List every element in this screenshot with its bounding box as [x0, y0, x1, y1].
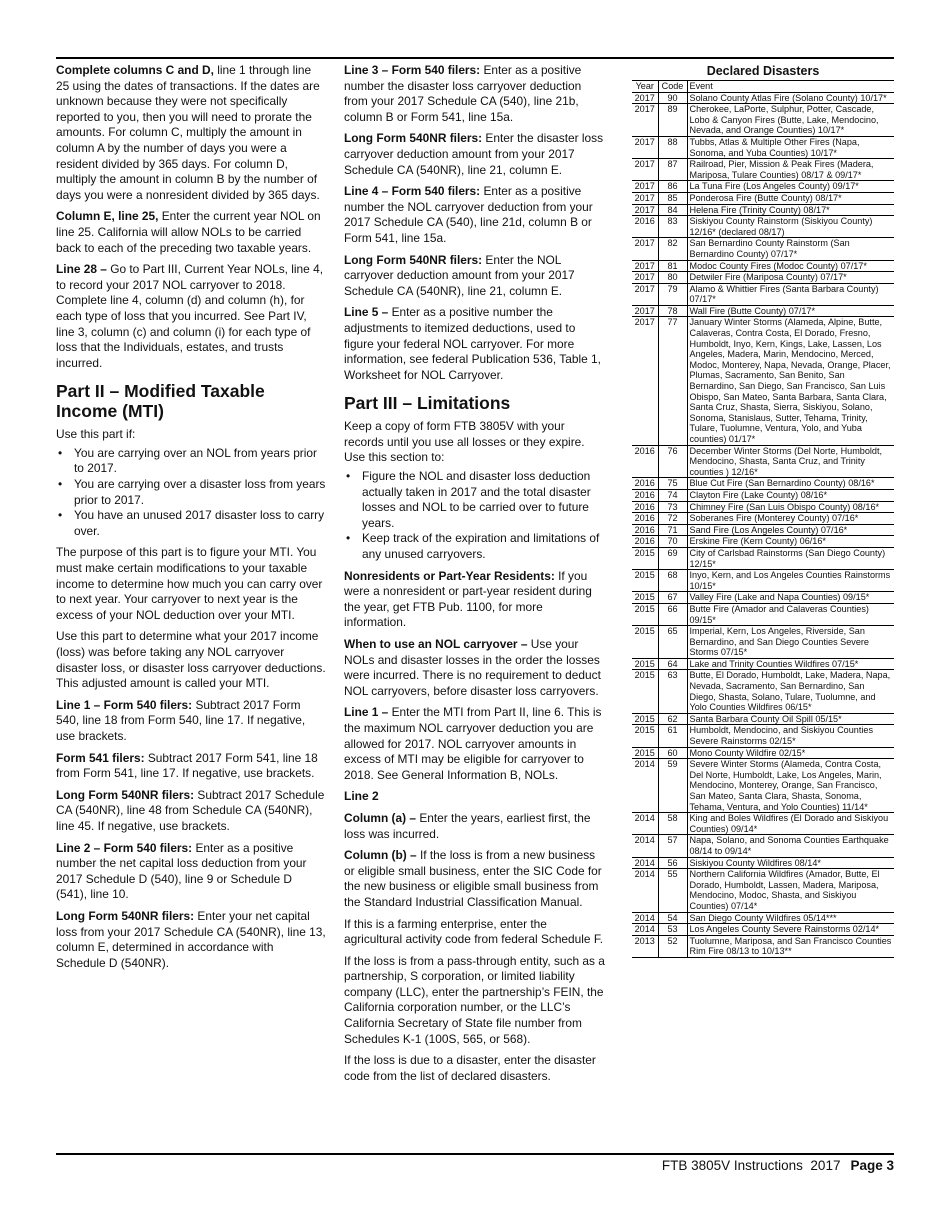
cell-code: 89	[658, 104, 687, 137]
cell-year: 2015	[632, 592, 658, 604]
cell-year: 2014	[632, 759, 658, 813]
table-row	[632, 935, 894, 957]
cell-year: 2017	[632, 104, 658, 137]
cell-event: San Diego County Wildfires 05/14***	[687, 912, 894, 924]
cell-code: 90	[658, 92, 687, 104]
cell-code: 67	[658, 592, 687, 604]
cell-event: San Bernardino County Rainstorm (San Bernardino County) 07/17*	[687, 238, 894, 260]
cell-event: December Winter Storms (Del Norte, Humboldt, Mendocino, Shasta, Santa Cruz, and Trinity counties ) 12/16*	[687, 445, 894, 478]
list-item: • You are carrying over a disaster loss from years prior to 2017.	[56, 477, 326, 508]
cell-code: 81	[658, 260, 687, 272]
paragraph-540nr-line2: Long Form 540NR filers: Enter your net capital loss from your 2017 Schedule CA (540NR), line 13, column E, determined in accordance with Schedule D (540NR).	[56, 908, 326, 970]
cell-year: 2015	[632, 747, 658, 759]
cell-code: 88	[658, 136, 687, 158]
cell-year: 2017	[632, 181, 658, 193]
cell-event: Santa Barbara County Oil Spill 05/15*	[687, 713, 894, 725]
cell-year: 2017	[632, 159, 658, 181]
paragraph-column-b: Column (b) – If the loss is from a new business or eligible small business, enter the SIC Code for the new business or eligible small business from the Standard Industrial Classification Manual.	[344, 848, 602, 909]
cell-event: Chimney Fire (San Luis Obispo County) 08/16*	[687, 501, 894, 513]
cell-year: 2014	[632, 857, 658, 869]
cell-event: Mono County Wildfire 02/15*	[687, 747, 894, 759]
cell-year: 2014	[632, 924, 658, 936]
cell-year: 2014	[632, 835, 658, 857]
top-rule	[56, 57, 894, 59]
table-row	[632, 501, 894, 513]
cell-year: 2015	[632, 626, 658, 659]
cell-year: 2017	[632, 283, 658, 305]
cell-code: 75	[658, 478, 687, 490]
table-row	[632, 759, 894, 813]
cell-event: Wall Fire (Butte County) 07/17*	[687, 305, 894, 317]
cell-year: 2016	[632, 536, 658, 548]
cell-code: 78	[658, 305, 687, 317]
cell-code: 72	[658, 513, 687, 525]
paragraph-part3-line-1: Line 1 – Enter the MTI from Part II, line 6. This is the maximum NOL carryover deduction you are allowed for 2017. NOL carryover amounts in excess of MTI may be eligible for carryover to 2018. See General Information B, NOLs.	[344, 705, 602, 782]
table-row	[632, 317, 894, 445]
table-row	[632, 524, 894, 536]
cell-year: 2017	[632, 238, 658, 260]
table-row	[632, 305, 894, 317]
cell-event: Los Angeles County Severe Rainstorms 02/14*	[687, 924, 894, 936]
cell-year: 2017	[632, 92, 658, 104]
header-code: Code	[658, 81, 687, 93]
table-row	[632, 924, 894, 936]
part2-heading: Part II – Modified Taxable Income (MTI)	[56, 381, 265, 422]
cell-event: Inyo, Kern, and Los Angeles Counties Rainstorms 10/15*	[687, 570, 894, 592]
cell-year: 2015	[632, 725, 658, 747]
cell-year: 2017	[632, 305, 658, 317]
cell-event: Cherokee, LaPorte, Sulphur, Potter, Cascade, Lobo & Canyon Fires (Butte, Lake, Mendocino, Nevada, and Orange Counties) 10/17*	[687, 104, 894, 137]
left-column	[56, 63, 326, 977]
cell-year: 2015	[632, 547, 658, 569]
paragraph-line-4-540: Line 4 – Form 540 filers: Enter as a positive number the NOL carryover deduction from your 2017 Schedule CA (540), line 21d, column B or Form 541, line 15a.	[344, 184, 593, 245]
table-row	[632, 136, 894, 158]
table-row	[632, 192, 894, 204]
cell-event: Napa, Solano, and Sonoma Counties Earthquake 08/14 to 09/14*	[687, 835, 894, 857]
cell-event: Soberanes Fire (Monterey County) 07/16*	[687, 513, 894, 525]
table-row	[632, 713, 894, 725]
declared-disasters-panel	[632, 64, 894, 958]
declared-disasters-body	[632, 92, 894, 957]
list-item: • You are carrying over an NOL from years prior to 2017.	[56, 446, 326, 477]
cell-event: Tubbs, Atlas & Multiple Other Fires (Napa, Sonoma, and Yuba Counties) 10/17*	[687, 136, 894, 158]
table-header-row	[632, 81, 894, 93]
cell-code: 73	[658, 501, 687, 513]
table-row	[632, 592, 894, 604]
cell-event: Lake and Trinity Counties Wildfires 07/15*	[687, 658, 894, 670]
table-row	[632, 813, 894, 835]
cell-code: 77	[658, 317, 687, 445]
paragraph-540nr-line1: Long Form 540NR filers: Subtract 2017 Schedule CA (540NR), line 48 from Schedule CA (540NR), line 45. If negative, use brackets.	[56, 787, 325, 833]
cell-year: 2015	[632, 658, 658, 670]
table-row	[632, 658, 894, 670]
header-event: Event	[687, 81, 894, 93]
paragraph-use-part: Use this part to determine what your 2017 income (loss) was before taking any NOL carryover disaster loss, or disaster loss carryover deductions. This adjusted amount is called your MTI.	[56, 629, 326, 691]
cell-year: 2017	[632, 272, 658, 284]
paragraph-nonresidents: Nonresidents or Part-Year Residents: If you were a nonresident or part-year resident during the year, get FTB Pub. 1100, for more information.	[344, 568, 592, 630]
cell-event: Severe Winter Storms (Alameda, Contra Costa, Del Norte, Humboldt, Lake, Los Angeles, Marin, Mendocino, Monterey, Orange, San Francisco, San Mateo, Santa Clara, Shasta, Sonoma, Tehama, Ventura, and Yolo Counties) 11/14*	[687, 759, 894, 813]
cell-code: 80	[658, 272, 687, 284]
part2-bullet-list	[56, 446, 326, 540]
table-row	[632, 238, 894, 260]
table-row	[632, 570, 894, 592]
cell-event: January Winter Storms (Alameda, Alpine, Butte, Calaveras, Contra Costa, El Dorado, Fresno, Humboldt, Inyo, Kern, Kings, Lake, Lassen, Los Angeles, Madera, Marin, Mendocino, Merced, Modoc, Monterey, Napa, Nevada, Orange, Placer, Plumas, Sacramento, San Benito, San Bernardino, San Diego, San Francisco, San Luis Obispo, San Mateo, Santa Barbara, Santa Clara, Santa Cruz, Shasta, Sierra, Siskiyou, Solano, Sonoma, Stanislaus, Sutter, Tehama, Trinity, Tulare, Tuolumne, Ventura, Yolo, and Yuba counties) 01/17*	[687, 317, 894, 445]
list-item: • You have an unused 2017 disaster loss to carry over.	[56, 508, 326, 539]
cell-event: City of Carlsbad Rainstorms (San Diego County) 12/15*	[687, 547, 894, 569]
cell-event: Railroad, Pier, Mission & Peak Fires (Madera, Mariposa, Tulare Counties) 08/17 & 09/17*	[687, 159, 894, 181]
paragraph-column-a: Column (a) – Enter the years, earliest first, the loss was incurred.	[344, 810, 591, 841]
paragraph-pass-through: If the loss is from a pass-through entity, such as a partnership, S corporation, or limited liability company (LLC), enter the partnership’s FEIN, the California corporation number, or the LLC’s California Secretary of State file number from Schedules K-1 (100S, 565, or 568).	[344, 953, 605, 1046]
cell-code: 74	[658, 489, 687, 501]
header-year: Year	[632, 81, 658, 93]
declared-disasters-title: Declared Disasters	[706, 64, 820, 78]
cell-code: 71	[658, 524, 687, 536]
cell-code: 82	[658, 238, 687, 260]
cell-event: Blue Cut Fire (San Bernardino County) 08/16*	[687, 478, 894, 490]
cell-event: Imperial, Kern, Los Angeles, Riverside, San Bernardino, and San Diego Counties Severe Storms 07/15*	[687, 626, 894, 659]
table-row	[632, 536, 894, 548]
cell-event: Siskiyou County Rainstorm (Siskiyou County) 12/16* (declared 08/17)	[687, 216, 894, 238]
cell-code: 68	[658, 570, 687, 592]
paragraph-line-1-540: Line 1 – Form 540 filers: Subtract 2017 Form 540, line 18 from Form 540, line 17. If negative, use brackets.	[56, 697, 306, 743]
table-row	[632, 513, 894, 525]
cell-code: 58	[658, 813, 687, 835]
cell-year: 2017	[632, 260, 658, 272]
line-2-heading: Line 2	[344, 789, 379, 804]
cell-event: Solano County Atlas Fire (Solano County) 10/17*	[687, 92, 894, 104]
table-row	[632, 216, 894, 238]
cell-year: 2016	[632, 513, 658, 525]
cell-year: 2014	[632, 813, 658, 835]
cell-code: 85	[658, 192, 687, 204]
cell-year: 2017	[632, 192, 658, 204]
table-row	[632, 104, 894, 137]
cell-year: 2017	[632, 204, 658, 216]
cell-code: 57	[658, 835, 687, 857]
paragraph-column-e: Column E, line 25, Enter the current year NOL on line 25. California will allow NOLs to be carried back to each of the preceding two taxable years.	[56, 209, 321, 255]
part3-heading: Part III – Limitations	[344, 393, 511, 414]
paragraph-line-2-540: Line 2 – Form 540 filers: Enter as a positive number the net capital loss deduction from your 2017 Schedule D (540), line 9 or Schedule D (541), line 10.	[56, 840, 307, 902]
cell-event: Sand Fire (Los Angeles County) 07/16*	[687, 524, 894, 536]
cell-event: King and Boles Wildfires (El Dorado and Siskiyou Counties) 09/14*	[687, 813, 894, 835]
cell-code: 66	[658, 603, 687, 625]
list-item: • Figure the NOL and disaster loss deduction actually taken in 2017 and the total disaster losses and NOL to be carried over to future years.	[344, 469, 606, 531]
cell-code: 70	[658, 536, 687, 548]
cell-event: Tuolumne, Mariposa, and San Francisco Counties Rim Fire 08/13 to 10/13**	[687, 935, 894, 957]
bottom-rule	[56, 1153, 894, 1155]
cell-code: 64	[658, 658, 687, 670]
page-footer	[662, 1158, 894, 1174]
cell-year: 2015	[632, 570, 658, 592]
paragraph-farming: If this is a farming enterprise, enter the agricultural activity code from federal Schedule F.	[344, 916, 604, 947]
table-row	[632, 725, 894, 747]
cell-event: Butte Fire (Amador and Calaveras Counties) 09/15*	[687, 603, 894, 625]
cell-year: 2014	[632, 869, 658, 912]
part3-bullet-list	[344, 469, 606, 563]
cell-event: Erskine Fire (Kern County) 06/16*	[687, 536, 894, 548]
table-row	[632, 272, 894, 284]
cell-code: 83	[658, 216, 687, 238]
table-row	[632, 445, 894, 478]
cell-year: 2016	[632, 501, 658, 513]
cell-year: 2016	[632, 524, 658, 536]
page-number: Page 3	[850, 1158, 894, 1173]
cell-year: 2016	[632, 445, 658, 478]
cell-code: 54	[658, 912, 687, 924]
cell-code: 79	[658, 283, 687, 305]
cell-code: 65	[658, 626, 687, 659]
cell-event: Humboldt, Mendocino, and Siskiyou Counties Severe Rainstorms 02/15*	[687, 725, 894, 747]
cell-year: 2014	[632, 912, 658, 924]
table-row	[632, 547, 894, 569]
cell-event: Siskiyou County Wildfires 08/14*	[687, 857, 894, 869]
table-row	[632, 92, 894, 104]
table-row	[632, 181, 894, 193]
table-row	[632, 478, 894, 490]
paragraph-when-to-use: When to use an NOL carryover – Use your NOLs and disaster losses in the order the losses were incurred. There is no requirement to deduct NOL carryovers, before disaster loss carryovers.	[344, 637, 601, 698]
paragraph-line-5: Line 5 – Enter as a positive number the adjustments to itemized deductions, used to figure your federal NOL carryover. For more information, see federal Publication 536, Table 1, Worksheet for NOL Carryover.	[344, 305, 601, 382]
table-row	[632, 283, 894, 305]
cell-year: 2016	[632, 216, 658, 238]
table-row	[632, 603, 894, 625]
cell-event: Northern California Wildfires (Amador, Butte, El Dorado, Humboldt, Lassen, Madera, Mariposa, Mendocino, Modoc, Shasta, and Siskiyou Counties) 07/14*	[687, 869, 894, 912]
paragraph-disaster-code: If the loss is due to a disaster, enter the disaster code from the list of declared disasters.	[344, 1053, 596, 1083]
table-row	[632, 912, 894, 924]
cell-code: 84	[658, 204, 687, 216]
cell-event: Helena Fire (Trinity County) 08/17*	[687, 204, 894, 216]
cell-year: 2016	[632, 478, 658, 490]
table-row	[632, 869, 894, 912]
paragraph-columns-c-d: Complete columns C and D, line 1 through line 25 using the dates of transactions. If the dates are unknown because they were not specifically reported to you, then you will need to prorate the amounts. For column C, multiply the amount in column A by the number of days you were a resident divided by 365 days. For column D, multiply the amount in column B by the number of days you were a nonresident divided by 365 days.	[56, 63, 320, 202]
cell-year: 2016	[632, 489, 658, 501]
cell-code: 52	[658, 935, 687, 957]
cell-event: Alamo & Whittier Fires (Santa Barbara County) 07/17*	[687, 283, 894, 305]
declared-disasters-table	[632, 80, 894, 958]
table-row	[632, 626, 894, 659]
table-row	[632, 489, 894, 501]
cell-code: 59	[658, 759, 687, 813]
paragraph-line-28: Line 28 – Go to Part III, Current Year NOLs, line 4, to record your 2017 NOL carryover to 2018. Complete line 4, column (d) and column (h), for each type of loss that you incurred. See Part IV, line 3, column (c) and column (i) for each type of loss that the Individuals, estates, and trusts incurred.	[56, 262, 324, 370]
table-row	[632, 747, 894, 759]
table-row	[632, 857, 894, 869]
table-row	[632, 204, 894, 216]
list-item: • Keep track of the expiration and limitations of any unused carryovers.	[344, 531, 606, 562]
cell-code: 61	[658, 725, 687, 747]
cell-year: 2015	[632, 670, 658, 713]
cell-year: 2017	[632, 136, 658, 158]
cell-code: 62	[658, 713, 687, 725]
cell-code: 76	[658, 445, 687, 478]
cell-code: 56	[658, 857, 687, 869]
cell-code: 55	[658, 869, 687, 912]
cell-event: Valley Fire (Lake and Napa Counties) 09/15*	[687, 592, 894, 604]
footer-form-title: FTB 3805V Instructions 2017	[661, 1158, 841, 1173]
paragraph-540nr-line3: Long Form 540NR filers: Enter the disaster loss carryover deduction amount from your 2017 Schedule CA (540NR), line 21, column E.	[344, 131, 604, 177]
cell-event: La Tuna Fire (Los Angeles County) 09/17*	[687, 181, 894, 193]
cell-code: 69	[658, 547, 687, 569]
cell-code: 86	[658, 181, 687, 193]
table-row	[632, 670, 894, 713]
cell-year: 2017	[632, 317, 658, 445]
cell-event: Detwiler Fire (Mariposa County) 07/17*	[687, 272, 894, 284]
cell-event: Ponderosa Fire (Butte County) 08/17*	[687, 192, 894, 204]
cell-event: Clayton Fire (Lake County) 08/16*	[687, 489, 894, 501]
paragraph-line-3-540: Line 3 – Form 540 filers: Enter as a positive number the disaster loss carryover deduction from your 2017 Schedule CA (540), line 21b, column B or Form 541, line 15a.	[344, 63, 582, 124]
cell-code: 53	[658, 924, 687, 936]
paragraph-form-541: Form 541 filers: Subtract 2017 Form 541, line 18 from Form 541, line 17. If negative, use brackets.	[56, 750, 318, 781]
paragraph-purpose: The purpose of this part is to figure your MTI. You must make certain modifications to your taxable income to determine how much you can carry over to next year. Your carryover to next year is the excess of your NOL deduction over your MTI.	[56, 545, 323, 622]
cell-event: Butte, El Dorado, Humboldt, Lake, Madera, Napa, Nevada, Sacramento, San Bernardino, San Diego, Shasta, Solano, Tulare, Tuolumne, and Yolo Counties Wildfires 06/15*	[687, 670, 894, 713]
cell-code: 87	[658, 159, 687, 181]
cell-code: 63	[658, 670, 687, 713]
table-row	[632, 159, 894, 181]
cell-year: 2013	[632, 935, 658, 957]
cell-year: 2015	[632, 713, 658, 725]
use-if-label: Use this part if:	[56, 427, 136, 442]
cell-year: 2015	[632, 603, 658, 625]
table-row	[632, 835, 894, 857]
paragraph-keep-copy: Keep a copy of form FTB 3805V with your records until you use all losses or they expire. Use this section to:	[344, 419, 585, 465]
cell-code: 60	[658, 747, 687, 759]
paragraph-540nr-line4: Long Form 540NR filers: Enter the NOL carryover deduction amount from your 2017 Schedule CA (540NR), line 21, column E.	[344, 252, 575, 298]
middle-column	[344, 63, 606, 1090]
table-row	[632, 260, 894, 272]
cell-event: Modoc County Fires (Modoc County) 07/17*	[687, 260, 894, 272]
